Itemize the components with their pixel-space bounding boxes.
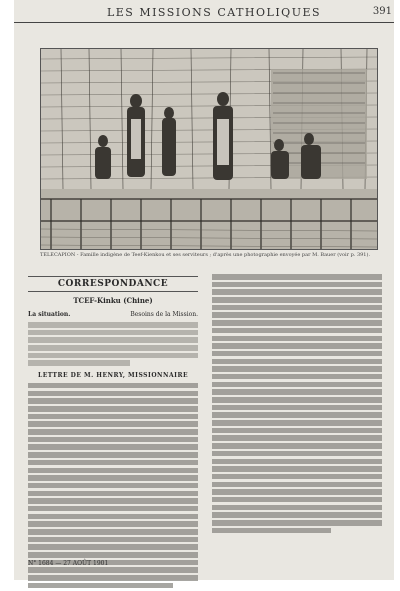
magazine-page — [14, 0, 394, 580]
section-heading: CORRESPONDANCE — [28, 276, 198, 292]
intro-paragraph — [28, 322, 198, 366]
illustration-caption: TÉLÉCAPION - Famille indigène de Teef-Kienkou et ses serviteurs ; d'après une photographie envoyée par M. Bauer (voir p. 391). — [40, 252, 371, 258]
right-column — [212, 268, 382, 535]
left-column — [28, 268, 198, 591]
engraving-illustration — [40, 48, 378, 250]
subject-besoins: Besoins de la Mission. — [130, 311, 198, 318]
subject-line — [28, 311, 198, 318]
letter-heading: LETTRE DE M. HENRY, MISSIONNAIRE — [37, 371, 189, 379]
subject-situation: La situation. — [28, 311, 71, 318]
issue-footer: N° 1684 — 27 AOÛT 1901 — [28, 560, 109, 567]
page-number: 391 — [372, 6, 392, 17]
region-heading: TCEF-Kinku (Chine) — [73, 296, 153, 305]
letter-body-part1 — [28, 383, 198, 588]
letter-body-part2 — [212, 274, 382, 533]
running-head — [14, 4, 394, 23]
publication-title: LES MISSIONS CATHOLIQUES — [106, 6, 322, 19]
engraving-scene — [41, 49, 377, 249]
